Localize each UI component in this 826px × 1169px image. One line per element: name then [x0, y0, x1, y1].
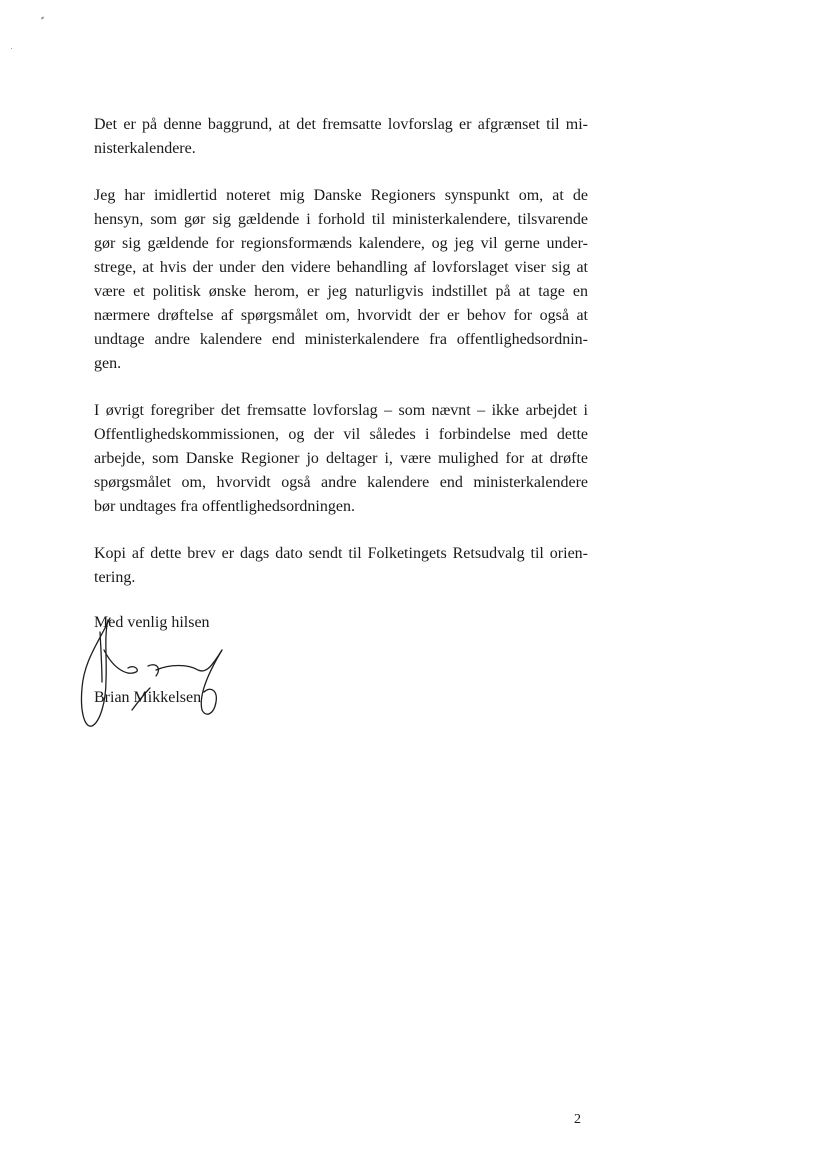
signature-stroke: [148, 665, 158, 676]
closing-salutation: Med venlig hilsen: [94, 614, 210, 631]
paragraph-4: [94, 542, 588, 590]
text-line: spørgsmålet om, hvorvidt også andre kalendere end ministerkalendere: [94, 474, 588, 491]
text-line: Det er på denne baggrund, at det fremsatte lovforslag er afgrænset til mi-: [94, 116, 588, 133]
text-line: tering.: [94, 569, 136, 586]
page-number: 2: [574, 1112, 581, 1127]
letter-body: [94, 113, 588, 613]
signature-stroke: [132, 688, 150, 710]
paragraph-1: [94, 113, 588, 161]
signature-stroke: [81, 618, 110, 726]
text-line: Jeg har imidlertid noteret mig Danske Regioners synspunkt om, at de: [94, 187, 588, 204]
text-line: nærmere drøftelse af spørgsmålet om, hvorvidt der er behov for også at: [94, 307, 588, 324]
text-line: nisterkalendere.: [94, 140, 196, 157]
text-line: arbejde, som Danske Regioner jo deltager i, være mulighed for at drøfte: [94, 450, 588, 467]
signer-name: Brian Mikkelsen: [94, 689, 202, 706]
text-line: gør sig gældende for regionsformænds kalendere, og jeg vil gerne under-: [94, 235, 588, 252]
text-line: undtage andre kalendere end ministerkalendere fra offentlighedsordnin-: [94, 331, 588, 348]
text-line: Kopi af dette brev er dags dato sendt til Folketingets Retsudvalg til orien-: [94, 545, 588, 562]
signature-stroke: [100, 632, 102, 682]
signature-stroke: [104, 650, 137, 673]
scan-speck: [11, 48, 12, 49]
text-line: gen.: [94, 355, 122, 372]
paragraph-2: [94, 184, 588, 376]
text-line: Offentlighedskommissionen, og der vil således i forbindelse med dette: [94, 426, 588, 443]
text-line: I øvrigt foregriber det fremsatte lovforslag – som nævnt – ikke arbejdet i: [94, 402, 588, 419]
text-line: strege, at hvis der under den videre behandling af lovforslaget viser sig at: [94, 259, 588, 276]
signature-stroke: [201, 650, 222, 714]
handwritten-signature: [70, 610, 240, 735]
text-line: være et politisk ønske herom, er jeg naturligvis indstillet på at tage en: [94, 283, 588, 300]
text-line: hensyn, som gør sig gældende i forhold til ministerkalendere, tilsvarende: [94, 211, 588, 228]
text-line: bør undtages fra offentlighedsordningen.: [94, 498, 355, 515]
scan-speck: [41, 16, 45, 19]
paragraph-3: [94, 399, 588, 519]
